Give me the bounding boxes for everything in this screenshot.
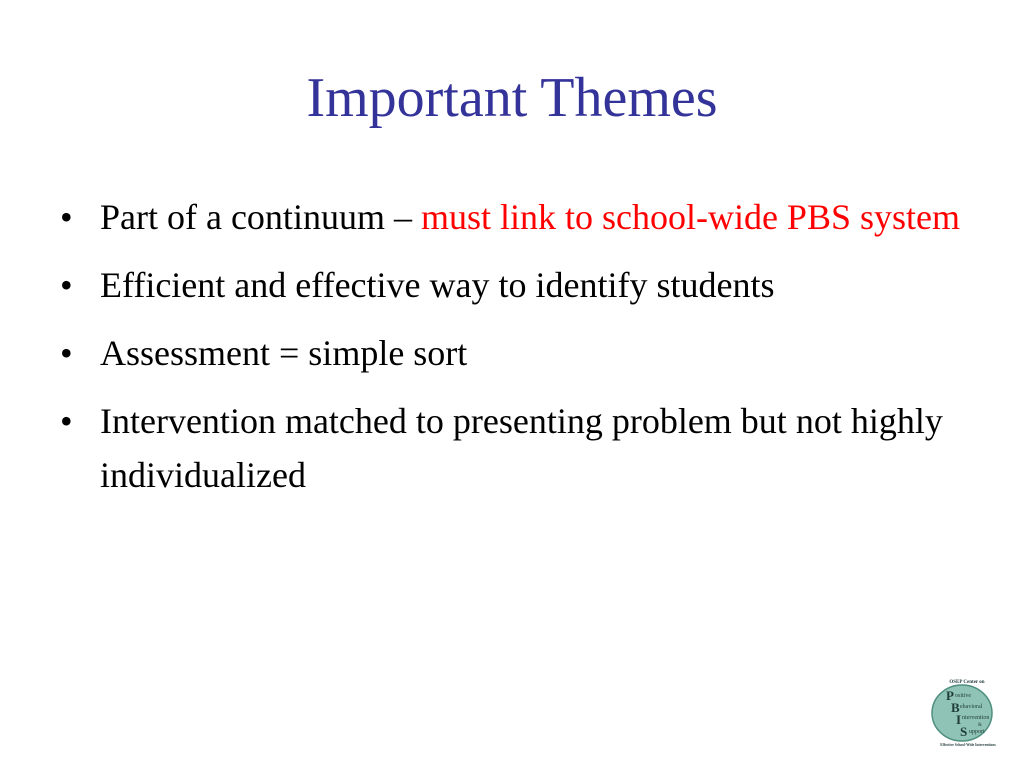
bullet-item-intervention	[60, 394, 980, 502]
bullet-icon: •	[60, 197, 73, 237]
logo-top-text: OSEP Center on	[949, 680, 985, 685]
bullet-text: Intervention matched to presenting problem but not highly individualized	[100, 401, 943, 495]
bullet-list	[60, 190, 980, 516]
pbis-logo	[926, 675, 1008, 749]
bullet-text: Assessment = simple sort	[100, 333, 468, 373]
logo-word-behavioral: ehavioral	[960, 704, 983, 710]
bullet-item-assessment	[60, 326, 980, 380]
bullet-text: Part of a continuum –	[100, 197, 421, 237]
bullet-text: Efficient and effective way to identify students	[100, 265, 775, 305]
bullet-icon: •	[60, 401, 73, 441]
logo-word-positive: ositive	[955, 693, 971, 699]
logo-word-support: upport	[969, 729, 985, 735]
bullet-highlight-text: must link to school-wide PBS system	[420, 197, 960, 237]
bullet-icon: •	[60, 333, 73, 373]
bullet-icon: •	[60, 265, 73, 305]
bullet-item-identify	[60, 258, 980, 312]
logo-letter-i: I	[956, 712, 962, 727]
logo-bottom-text: Effective School-Wide Interventions	[940, 743, 996, 747]
slide-title: Important Themes	[306, 67, 718, 129]
logo-letter-b: B	[951, 700, 960, 715]
logo-letter-s: S	[960, 724, 968, 739]
logo-letter-p: P	[946, 688, 954, 703]
logo-ampersand: &	[978, 723, 982, 728]
bullet-item-continuum	[60, 190, 980, 244]
logo-word-intervention: ntervention	[962, 715, 990, 721]
